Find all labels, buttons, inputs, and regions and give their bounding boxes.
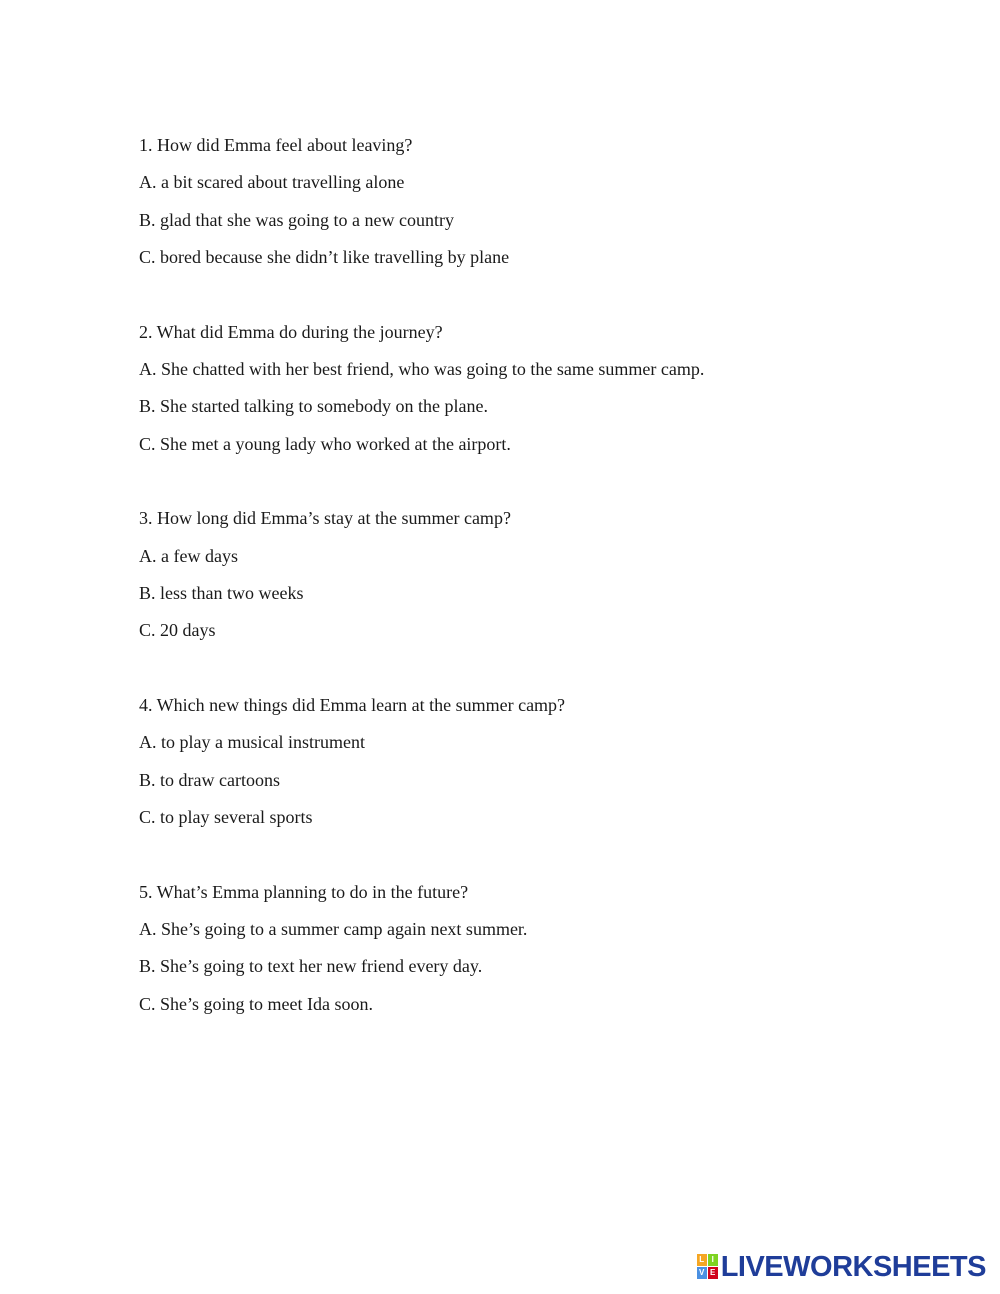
- answer-option[interactable]: C. She met a young lady who worked at the airport.: [139, 433, 511, 454]
- answer-option[interactable]: B. glad that she was going to a new country: [139, 209, 454, 230]
- question-text: 2. What did Emma do during the journey?: [139, 321, 443, 342]
- logo-tile-v: V: [697, 1267, 707, 1279]
- question-text: 4. Which new things did Emma learn at the summer camp?: [139, 694, 566, 715]
- logo-tile-i: I: [708, 1254, 718, 1266]
- answer-option[interactable]: B. She’s going to text her new friend every day.: [139, 956, 483, 977]
- logo-tile-e: E: [708, 1267, 718, 1279]
- question-text: 1. How did Emma feel about leaving?: [139, 135, 413, 155]
- liveworksheets-logo: [697, 1250, 986, 1284]
- answer-option[interactable]: A. She chatted with her best friend, who was going to the same summer camp.: [139, 359, 705, 380]
- logo-wordmark: LIVEWORKSHEETS: [720, 1251, 986, 1283]
- answer-option[interactable]: B. less than two weeks: [139, 583, 304, 604]
- answer-option[interactable]: C. bored because she didn’t like travelling by plane: [139, 247, 510, 268]
- question-text: 3. How long did Emma’s stay at the summer camp?: [139, 508, 511, 529]
- answer-option[interactable]: C. She’s going to meet Ida soon.: [139, 993, 373, 1014]
- question-block: [139, 874, 939, 1024]
- answer-option[interactable]: B. to draw cartoons: [139, 769, 280, 790]
- question-list: [139, 127, 939, 1060]
- answer-option[interactable]: A. a few days: [139, 545, 238, 566]
- answer-option[interactable]: C. to play several sports: [139, 807, 313, 828]
- answer-option[interactable]: A. to play a musical instrument: [139, 732, 365, 753]
- question-block: [139, 127, 939, 277]
- liveworksheets-logo-icon: [697, 1254, 719, 1280]
- answer-option[interactable]: A. a bit scared about travelling alone: [139, 172, 405, 193]
- question-text: 5. What’s Emma planning to do in the future?: [139, 881, 469, 902]
- question-block: [139, 500, 939, 650]
- answer-option[interactable]: B. She started talking to somebody on the plane.: [139, 396, 488, 417]
- question-block: [139, 687, 939, 837]
- answer-option[interactable]: A. She’s going to a summer camp again next summer.: [139, 918, 528, 939]
- question-block: [139, 314, 939, 464]
- logo-tile-l: L: [697, 1254, 707, 1266]
- answer-option[interactable]: C. 20 days: [139, 620, 216, 641]
